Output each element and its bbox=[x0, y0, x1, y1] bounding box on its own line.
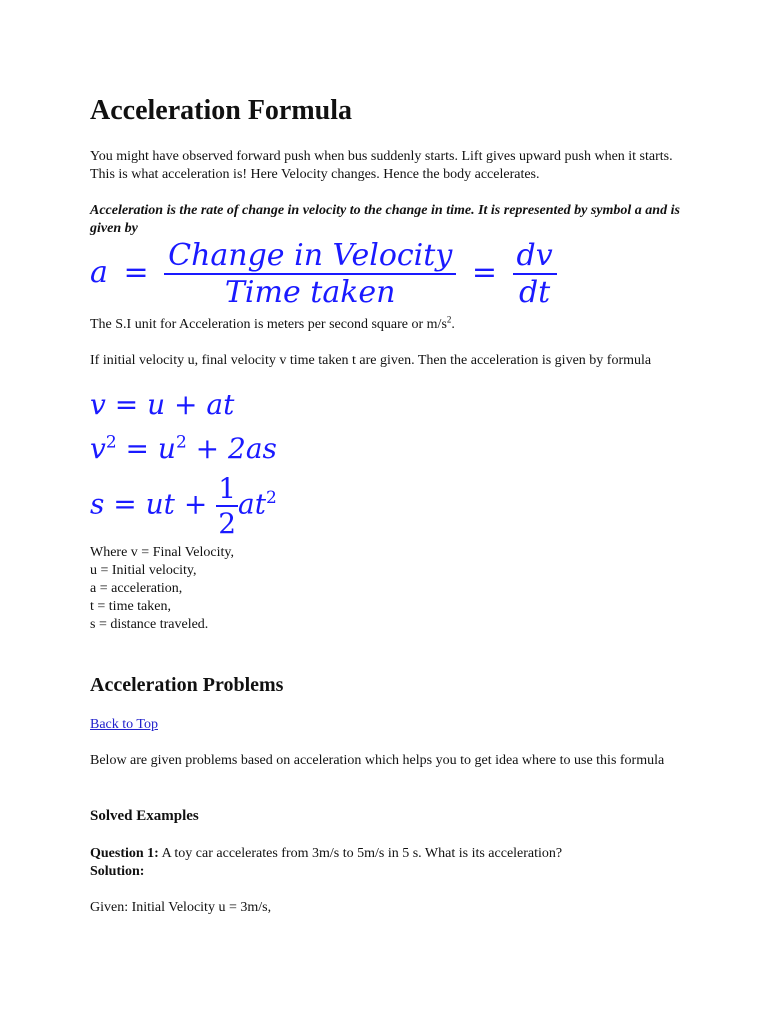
formula-equals: = bbox=[123, 255, 149, 290]
formula-lhs: a bbox=[90, 255, 108, 290]
eq3-fraction bbox=[216, 472, 238, 540]
eq3-denominator: 2 bbox=[218, 507, 237, 540]
question-block bbox=[90, 845, 680, 881]
given-paragraph: If initial velocity u, final velocity v time taken t are given. Then the acceleration is given by formula bbox=[90, 353, 652, 368]
equation-1: v = u + at bbox=[90, 388, 235, 421]
where-line: a = acceleration, bbox=[90, 581, 183, 596]
equation-2 bbox=[90, 432, 277, 465]
where-list bbox=[90, 544, 680, 634]
si-unit-paragraph bbox=[90, 316, 680, 334]
formula-denominator-2: dt bbox=[518, 275, 551, 310]
formula-denominator: Time taken bbox=[224, 275, 396, 310]
si-unit-text: The S.I unit for Acceleration is meters per second square or m/s bbox=[90, 317, 447, 332]
page-title: Acceleration Formula bbox=[90, 95, 353, 126]
question-line bbox=[90, 845, 680, 863]
question-label: Question 1: bbox=[90, 846, 159, 861]
back-to-top-link[interactable]: Back to Top bbox=[90, 717, 158, 732]
where-line: s = distance traveled. bbox=[90, 617, 209, 632]
where-line: u = Initial velocity, bbox=[90, 563, 197, 578]
given-line: Given: Initial Velocity u = 3m/s, bbox=[90, 900, 272, 915]
equation-3 bbox=[90, 472, 277, 540]
formula-equals-2: = bbox=[471, 255, 497, 290]
eq2-part-b: = u bbox=[116, 432, 176, 465]
question-text: A toy car accelerates from 3m/s to 5m/s in 5 s. What is its acceleration? bbox=[158, 846, 563, 861]
eq3-part-a: s = ut + bbox=[90, 487, 217, 521]
formula-fraction bbox=[164, 238, 456, 310]
definition-paragraph: Acceleration is the rate of change in velocity to the change in time. It is represented by symbol a and is given by bbox=[90, 203, 680, 236]
formula-numerator: Change in Velocity bbox=[168, 238, 453, 273]
main-formula bbox=[90, 238, 557, 310]
solution-label: Solution: bbox=[90, 864, 145, 879]
si-unit-end: . bbox=[451, 317, 455, 332]
where-line: t = time taken, bbox=[90, 599, 171, 614]
eq2-part-a: v bbox=[90, 432, 106, 465]
si-unit-sup: 2 bbox=[446, 314, 452, 325]
eq2-sup-b: 2 bbox=[175, 432, 187, 453]
eq2-part-c: + 2as bbox=[186, 432, 277, 465]
solved-examples-title: Solved Examples bbox=[90, 808, 199, 824]
formula-numerator-2: dv bbox=[516, 238, 553, 273]
section-title: Acceleration Problems bbox=[90, 674, 284, 696]
problems-intro: Below are given problems based on acceleration which helps you to get idea where to use this formula bbox=[90, 753, 665, 768]
eq3-numerator: 1 bbox=[218, 472, 237, 505]
eq2-sup-a: 2 bbox=[105, 432, 117, 453]
intro-paragraph: You might have observed forward push when bus suddenly starts. Lift gives upward push when it starts. This is what acceleration is! Here Velocity changes. Hence the body accelerates. bbox=[90, 149, 673, 182]
eq3-part-b: at bbox=[238, 487, 266, 521]
eq3-sup: 2 bbox=[265, 488, 277, 509]
where-line: Where v = Final Velocity, bbox=[90, 545, 234, 560]
formula-fraction-2 bbox=[513, 238, 557, 310]
